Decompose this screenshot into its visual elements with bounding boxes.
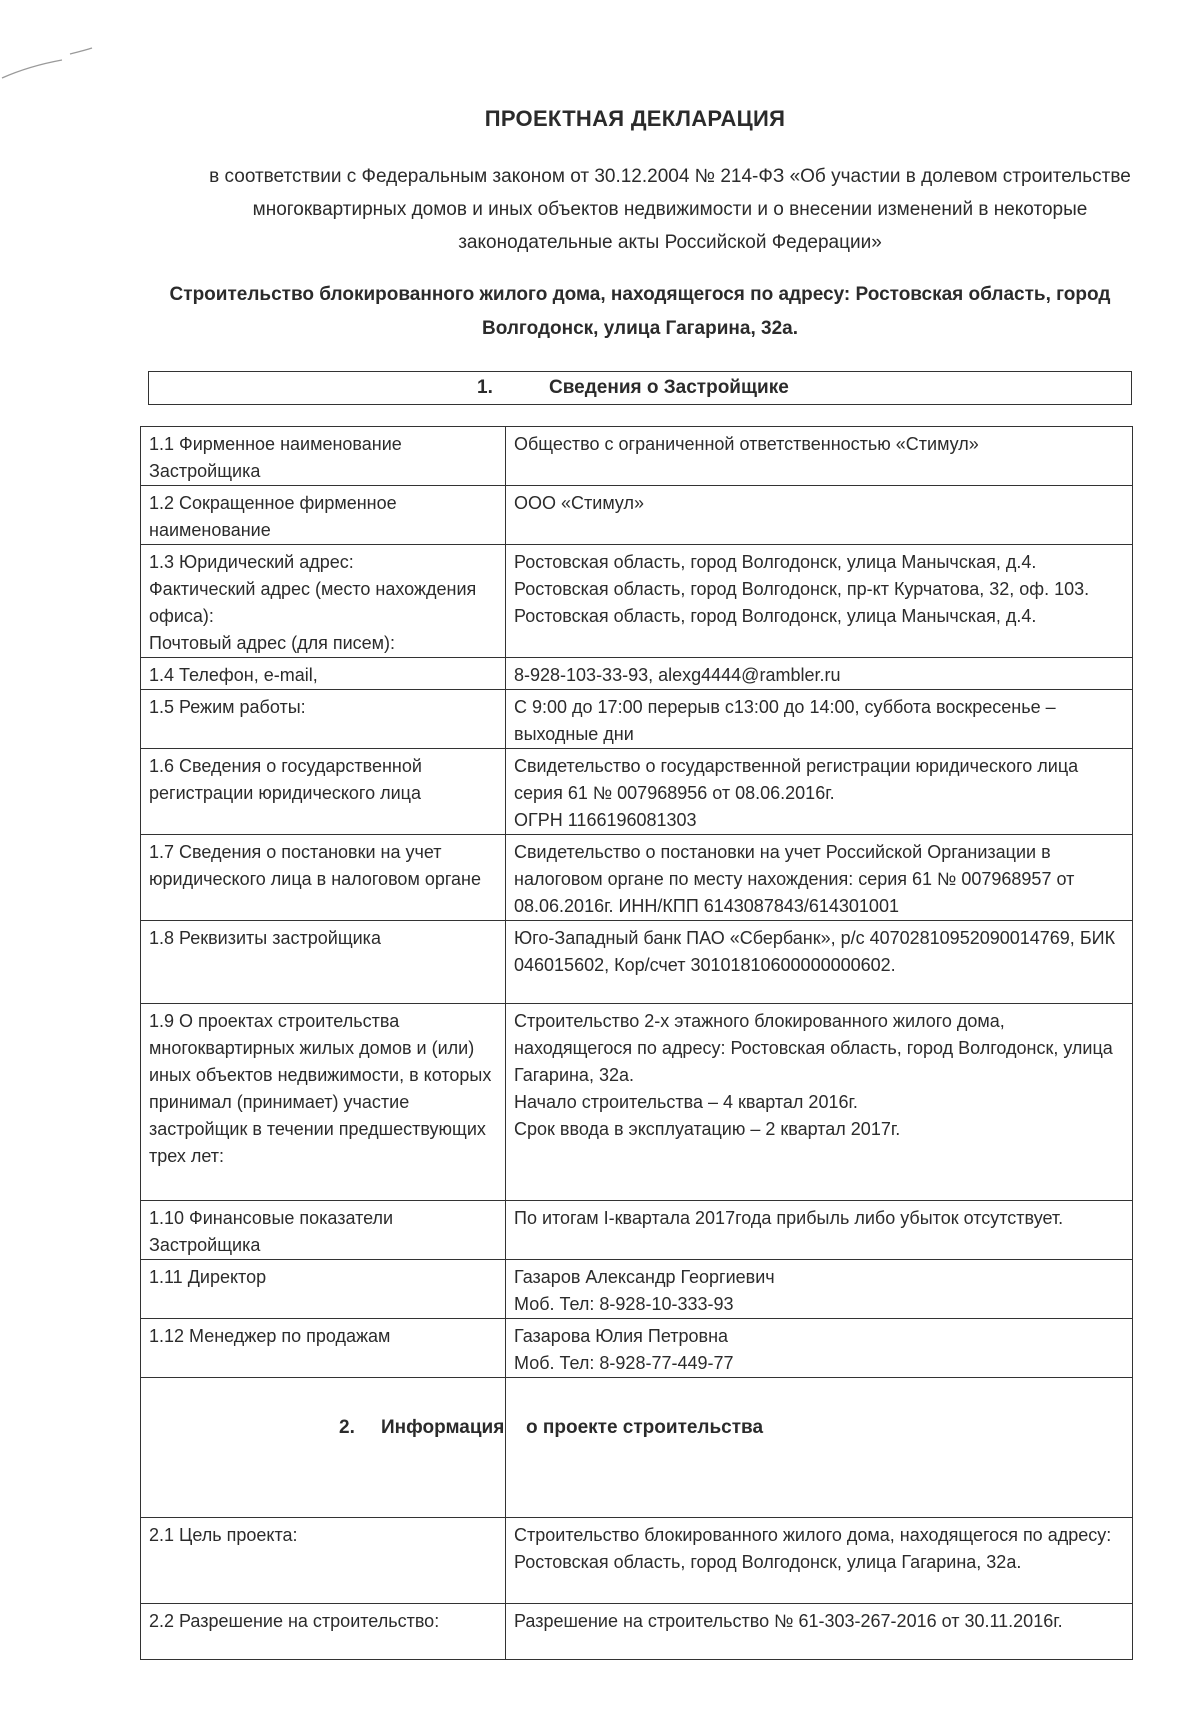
table-row xyxy=(141,545,1133,658)
row-label: 1.8 Реквизиты застройщика xyxy=(141,921,506,1004)
table-row xyxy=(141,749,1133,835)
table-row xyxy=(141,1604,1133,1660)
row-label: 1.9 О проектах строительства многоквартирных жилых домов и (или) иных объектов недвижимости, в которых принимал (принимает) участие застройщик в течении предшествующих трех лет: xyxy=(141,1004,506,1201)
row-value: ООО «Стимул» xyxy=(506,486,1133,545)
row-value: По итогам I-квартала 2017года прибыль либо убыток отсутствует. xyxy=(506,1201,1133,1260)
row-label: 2.1 Цель проекта: xyxy=(141,1518,506,1604)
section-2-title-right: о проекте строительства xyxy=(526,1417,764,1438)
row-label: 1.11 Директор xyxy=(141,1260,506,1319)
row-value: С 9:00 до 17:00 перерыв с13:00 до 14:00, суббота воскресенье – выходные дни xyxy=(506,690,1133,749)
table-row xyxy=(141,658,1133,690)
document-subtitle: в соответствии с Федеральным законом от 30.12.2004 № 214-ФЗ «Об участии в долевом строительстве многоквартирных домов и иных объектов недвижимости и о внесении изменений в некоторые законодательные акты Российской Федерации» xyxy=(209,166,1131,253)
row-value: Строительство 2-х этажного блокированного жилого дома, находящегося по адресу: Ростовская область, город Волгодонск, улица Гагарина, 32а. Начало строительства – 4 квартал 2016г. Срок ввода в эксплуатацию – 2 квартал 2017г. xyxy=(506,1004,1133,1201)
section-2-title-left: Информация xyxy=(381,1417,505,1438)
row-label: 1.12 Менеджер по продажам xyxy=(141,1319,506,1378)
row-value: Юго-Западный банк ПАО «Сбербанк», р/с 40702810952090014769, БИК 046015602, Кор/счет 30101810600000000602. xyxy=(506,921,1133,1004)
row-label: 1.7 Сведения о постановки на учет юридического лица в налоговом органе xyxy=(141,835,506,921)
scan-artifact-mark xyxy=(0,20,110,80)
section-2-number: 2. xyxy=(339,1417,355,1438)
row-value: Свидетельство о государственной регистрации юридического лица серия 61 № 007968956 от 08.06.2016г. ОГРН 1166196081303 xyxy=(506,749,1133,835)
row-label: 2.2 Разрешение на строительство: xyxy=(141,1604,506,1660)
table-row xyxy=(141,690,1133,749)
table-row xyxy=(141,1319,1133,1378)
table-row xyxy=(141,486,1133,545)
section-1-number: 1. xyxy=(477,377,493,398)
table-row xyxy=(141,1260,1133,1319)
row-value: Газаров Александр Георгиевич Моб. Тел: 8-928-10-333-93 xyxy=(506,1260,1133,1319)
section-1-header xyxy=(148,371,1132,405)
row-label: 1.2 Сокращенное фирменное наименование xyxy=(141,486,506,545)
row-label: 1.10 Финансовые показатели Застройщика xyxy=(141,1201,506,1260)
table-row xyxy=(141,835,1133,921)
row-value: Строительство блокированного жилого дома, находящегося по адресу: Ростовская область, город Волгодонск, улица Гагарина, 32а. xyxy=(506,1518,1133,1604)
row-value: Общество с ограниченной ответственностью «Стимул» xyxy=(506,427,1133,486)
row-value: Ростовская область, город Волгодонск, улица Манычская, д.4. Ростовская область, город Волгодонск, пр-кт Курчатова, 32, оф. 103. Ростовская область, город Волгодонск, улица Манычская, д.4. xyxy=(506,545,1133,658)
row-label: 1.5 Режим работы: xyxy=(141,690,506,749)
table-row xyxy=(141,1201,1133,1260)
row-value: 8-928-103-33-93, alexg4444@rambler.ru xyxy=(506,658,1133,690)
section-1-title: Сведения о Застройщике xyxy=(549,377,789,398)
table-row xyxy=(141,921,1133,1004)
row-label: 1.4 Телефон, e-mail, xyxy=(141,658,506,690)
table-row xyxy=(141,427,1133,486)
section-2-header xyxy=(141,1378,1133,1518)
declaration-table xyxy=(140,426,1133,1660)
row-value: Разрешение на строительство № 61-303-267-2016 от 30.11.2016г. xyxy=(506,1604,1133,1660)
row-value: Газарова Юлия Петровна Моб. Тел: 8-928-77-449-77 xyxy=(506,1319,1133,1378)
table-row xyxy=(141,1004,1133,1201)
row-label: 1.6 Сведения о государственной регистрации юридического лица xyxy=(141,749,506,835)
construction-object: Строительство блокированного жилого дома, находящегося по адресу: Ростовская область, город Волгодонск, улица Гагарина, 32а. xyxy=(169,284,1111,339)
row-label: 1.1 Фирменное наименование Застройщика xyxy=(141,427,506,486)
row-label: 1.3 Юридический адрес: Фактический адрес (место нахождения офиса): Почтовый адрес (для писем): xyxy=(141,545,506,658)
row-value: Свидетельство о постановки на учет Российской Организации в налоговом органе по месту нахождения: серия 61 № 007968957 от 08.06.2016г. ИНН/КПП 6143087843/614301001 xyxy=(506,835,1133,921)
document-title: ПРОЕКТНАЯ ДЕКЛАРАЦИЯ xyxy=(484,106,786,131)
